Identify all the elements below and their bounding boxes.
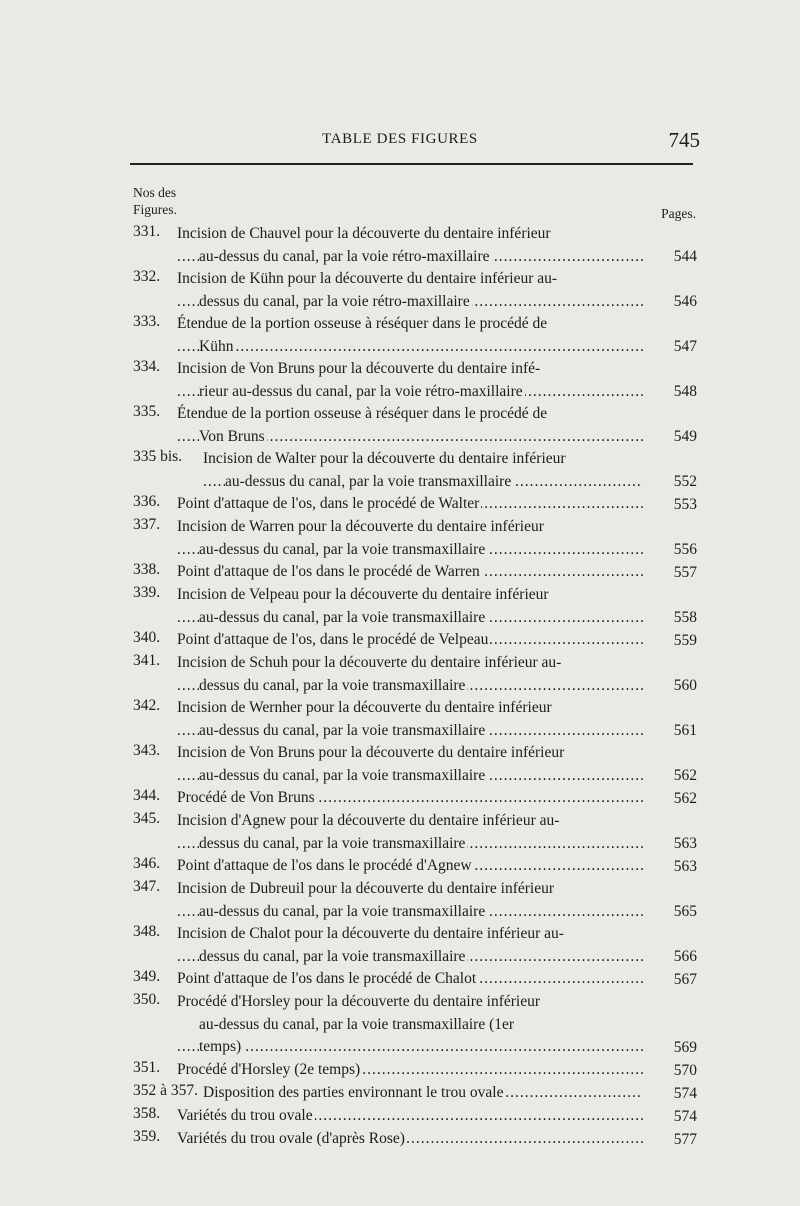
figure-page-number: 553 xyxy=(673,496,697,513)
figure-caption xyxy=(177,923,697,968)
figure-page-number: 563 xyxy=(673,858,697,875)
figure-number: 332. xyxy=(133,268,161,285)
figure-page-number: 561 xyxy=(673,722,697,739)
caption-line: Kühn xyxy=(199,337,234,355)
figure-page-number: 574 xyxy=(673,1108,697,1125)
caption-line: Incision de Chauvel pour la découverte du dentaire inférieur xyxy=(177,225,551,242)
figure-page-number: 549 xyxy=(673,428,697,445)
figure-number: 346. xyxy=(133,855,161,872)
figure-entry xyxy=(133,561,697,584)
figure-number: 335. xyxy=(133,403,161,420)
figure-entry xyxy=(133,652,697,697)
figure-number: 343. xyxy=(133,742,161,759)
figure-entry xyxy=(133,923,697,968)
figure-caption xyxy=(177,697,697,742)
caption-line: dessus du canal, par la voie transmaxillaire xyxy=(199,834,466,852)
figure-caption xyxy=(177,810,697,855)
figure-entry xyxy=(133,629,697,652)
figure-page-number: 577 xyxy=(673,1131,697,1148)
figure-caption xyxy=(177,1059,697,1082)
figure-entry xyxy=(133,223,697,268)
caption-line: Incision de Velpeau pour la découverte du dentaire inférieur xyxy=(177,586,549,603)
figure-number: 336. xyxy=(133,493,161,510)
caption-line: Incision d'Agnew pour la découverte du dentaire inférieur au- xyxy=(177,812,560,829)
figure-number: 358. xyxy=(133,1105,161,1122)
figure-caption xyxy=(177,968,697,991)
figure-entry xyxy=(133,1059,697,1082)
caption-line: Incision de Walter pour la découverte du dentaire inférieur xyxy=(203,450,566,467)
figure-entry xyxy=(133,697,697,742)
caption-line: au-dessus du canal, par la voie transmaxillaire xyxy=(199,902,486,920)
caption-line: au-dessus du canal, par la voie transmaxillaire xyxy=(199,721,486,739)
figure-entry xyxy=(133,584,697,629)
caption-line: dessus du canal, par la voie transmaxillaire xyxy=(199,676,466,694)
figure-entry xyxy=(133,493,697,516)
figure-page-number: 567 xyxy=(673,971,697,988)
figure-number: 339. xyxy=(133,584,161,601)
column-heading-line2: Figures. xyxy=(133,202,177,217)
caption-line: Incision de Kühn pour la découverte du dentaire inférieur au- xyxy=(177,270,558,287)
figure-caption xyxy=(177,313,697,358)
figure-entry xyxy=(133,878,697,923)
figure-caption xyxy=(177,787,697,810)
running-header-title: TABLE DES FIGURES xyxy=(322,131,478,147)
figure-page-number: 558 xyxy=(673,609,697,626)
caption-line: au-dessus du canal, par la voie transmaxillaire (1er xyxy=(199,1015,515,1033)
figure-caption xyxy=(177,742,697,787)
figure-caption xyxy=(177,223,697,268)
figure-entry xyxy=(133,991,697,1059)
figure-entry xyxy=(133,810,697,855)
caption-line: Variétés du trou ovale (d'après Rose) xyxy=(177,1130,405,1147)
caption-line: au-dessus du canal, par la voie rétro-maxillaire xyxy=(199,247,490,265)
caption-line: Étendue de la portion osseuse à réséquer dans le procédé de xyxy=(177,315,548,332)
figure-caption xyxy=(177,991,697,1059)
figure-caption xyxy=(177,358,697,403)
caption-line: Incision de Wernher pour la découverte du dentaire inférieur xyxy=(177,699,552,716)
column-heading-pages: Pages. xyxy=(661,206,696,221)
figure-number: 348. xyxy=(133,923,161,940)
figure-caption xyxy=(177,878,697,923)
figure-page-number: 566 xyxy=(673,948,697,965)
caption-line: Incision de Chalot pour la découverte du dentaire inférieur au- xyxy=(177,925,564,942)
caption-line: temps) xyxy=(199,1038,242,1055)
caption-line: au-dessus du canal, par la voie transmaxillaire xyxy=(199,540,486,558)
figure-page-number: 560 xyxy=(673,677,697,694)
figure-caption xyxy=(203,1082,697,1105)
figure-entry xyxy=(133,313,697,358)
figure-list xyxy=(133,223,697,1151)
figure-number: 350. xyxy=(133,991,161,1008)
figure-page-number: 544 xyxy=(673,248,697,265)
caption-line: Point d'attaque de l'os, dans le procédé de Velpeau xyxy=(177,631,489,648)
figure-number: 352 à 357. xyxy=(133,1082,199,1099)
figure-entry xyxy=(133,968,697,991)
caption-line: Point d'attaque de l'os, dans le procédé de Walter xyxy=(177,495,480,512)
figure-number: 341. xyxy=(133,652,161,669)
caption-line: Incision de Dubreuil pour la découverte du dentaire inférieur xyxy=(177,880,555,897)
figure-number: 331. xyxy=(133,223,161,240)
caption-line: Étendue de la portion osseuse à réséquer dans le procédé de xyxy=(177,405,548,422)
figure-page-number: 562 xyxy=(673,767,697,784)
figure-page-number: 569 xyxy=(673,1039,697,1056)
figure-entry xyxy=(133,268,697,313)
figure-number: 351. xyxy=(133,1059,161,1076)
figure-page-number: 556 xyxy=(673,541,697,558)
figure-page-number: 565 xyxy=(673,903,697,920)
caption-line: au-dessus du canal, par la voie transmaxillaire xyxy=(225,472,512,490)
figure-number: 345. xyxy=(133,810,161,827)
caption-line: Incision de Von Bruns pour la découverte du dentaire infé- xyxy=(177,360,541,377)
caption-line: au-dessus du canal, par la voie transmaxillaire xyxy=(199,608,486,626)
figure-number: 347. xyxy=(133,878,161,895)
figure-caption xyxy=(177,584,697,629)
figure-entry xyxy=(133,403,697,448)
figure-number: 359. xyxy=(133,1128,161,1145)
figure-entry xyxy=(133,1105,697,1128)
figure-page-number: 552 xyxy=(673,473,697,490)
figure-caption xyxy=(203,448,697,493)
figure-page-number: 547 xyxy=(673,338,697,355)
caption-line: Procédé d'Horsley (2e temps) xyxy=(177,1061,361,1078)
figure-page-number: 559 xyxy=(673,632,697,649)
figure-caption xyxy=(177,268,697,313)
figure-number: 337. xyxy=(133,516,161,533)
figure-caption xyxy=(177,855,697,878)
figure-entry xyxy=(133,448,697,493)
figure-number: 342. xyxy=(133,697,161,714)
figure-caption xyxy=(177,493,697,516)
figure-page-number: 557 xyxy=(673,564,697,581)
caption-line: Incision de Warren pour la découverte du dentaire inférieur xyxy=(177,518,544,535)
figure-entry xyxy=(133,358,697,403)
figure-entry xyxy=(133,1128,697,1151)
figure-page-number: 574 xyxy=(673,1085,697,1102)
caption-line: Point d'attaque de l'os dans le procédé de Chalot xyxy=(177,970,477,987)
figure-page-number: 563 xyxy=(673,835,697,852)
caption-line: Von Bruns xyxy=(199,427,265,445)
figure-caption xyxy=(177,629,697,652)
figure-number: 334. xyxy=(133,358,161,375)
figure-page-number: 546 xyxy=(673,293,697,310)
figure-entry xyxy=(133,855,697,878)
figure-caption xyxy=(177,1128,697,1151)
figure-page-number: 548 xyxy=(673,383,697,400)
figure-caption xyxy=(177,652,697,697)
figure-caption xyxy=(177,561,697,584)
column-heading-line1: Nos des xyxy=(133,185,177,200)
column-heading-figures xyxy=(133,184,177,218)
caption-line: Variétés du trou ovale xyxy=(177,1107,313,1124)
figure-entry xyxy=(133,516,697,561)
figure-caption xyxy=(177,516,697,561)
caption-line: dessus du canal, par la voie transmaxillaire xyxy=(199,947,466,965)
caption-line: Point d'attaque de l'os dans le procédé de Warren xyxy=(177,563,480,580)
caption-line: Disposition des parties environnant le trou ovale xyxy=(203,1084,504,1101)
figure-number: 335 bis. xyxy=(133,448,183,465)
caption-line: dessus du canal, par la voie rétro-maxillaire xyxy=(199,292,470,310)
caption-line: Procédé d'Horsley pour la découverte du dentaire inférieur xyxy=(177,993,541,1010)
figure-number: 349. xyxy=(133,968,161,985)
caption-line: au-dessus du canal, par la voie transmaxillaire xyxy=(199,766,486,784)
caption-line: Incision de Schuh pour la découverte du dentaire inférieur au- xyxy=(177,654,562,671)
figure-number: 333. xyxy=(133,313,161,330)
header-rule xyxy=(130,163,693,165)
figure-entry xyxy=(133,1082,697,1105)
figure-number: 340. xyxy=(133,629,161,646)
figure-caption xyxy=(177,403,697,448)
figure-entry xyxy=(133,787,697,810)
caption-line: Procédé de Von Bruns xyxy=(177,789,315,806)
page-number: 745 xyxy=(668,128,700,152)
figure-number: 338. xyxy=(133,561,161,578)
figure-page-number: 570 xyxy=(673,1062,697,1079)
figure-entry xyxy=(133,742,697,787)
caption-line: Incision de Von Bruns pour la découverte du dentaire inférieur xyxy=(177,744,565,761)
figure-page-number: 562 xyxy=(673,790,697,807)
caption-line: rieur au-dessus du canal, par la voie rétro-maxillaire xyxy=(199,382,523,400)
figure-caption xyxy=(177,1105,697,1128)
figure-number: 344. xyxy=(133,787,161,804)
caption-line: Point d'attaque de l'os dans le procédé d'Agnew xyxy=(177,857,472,874)
